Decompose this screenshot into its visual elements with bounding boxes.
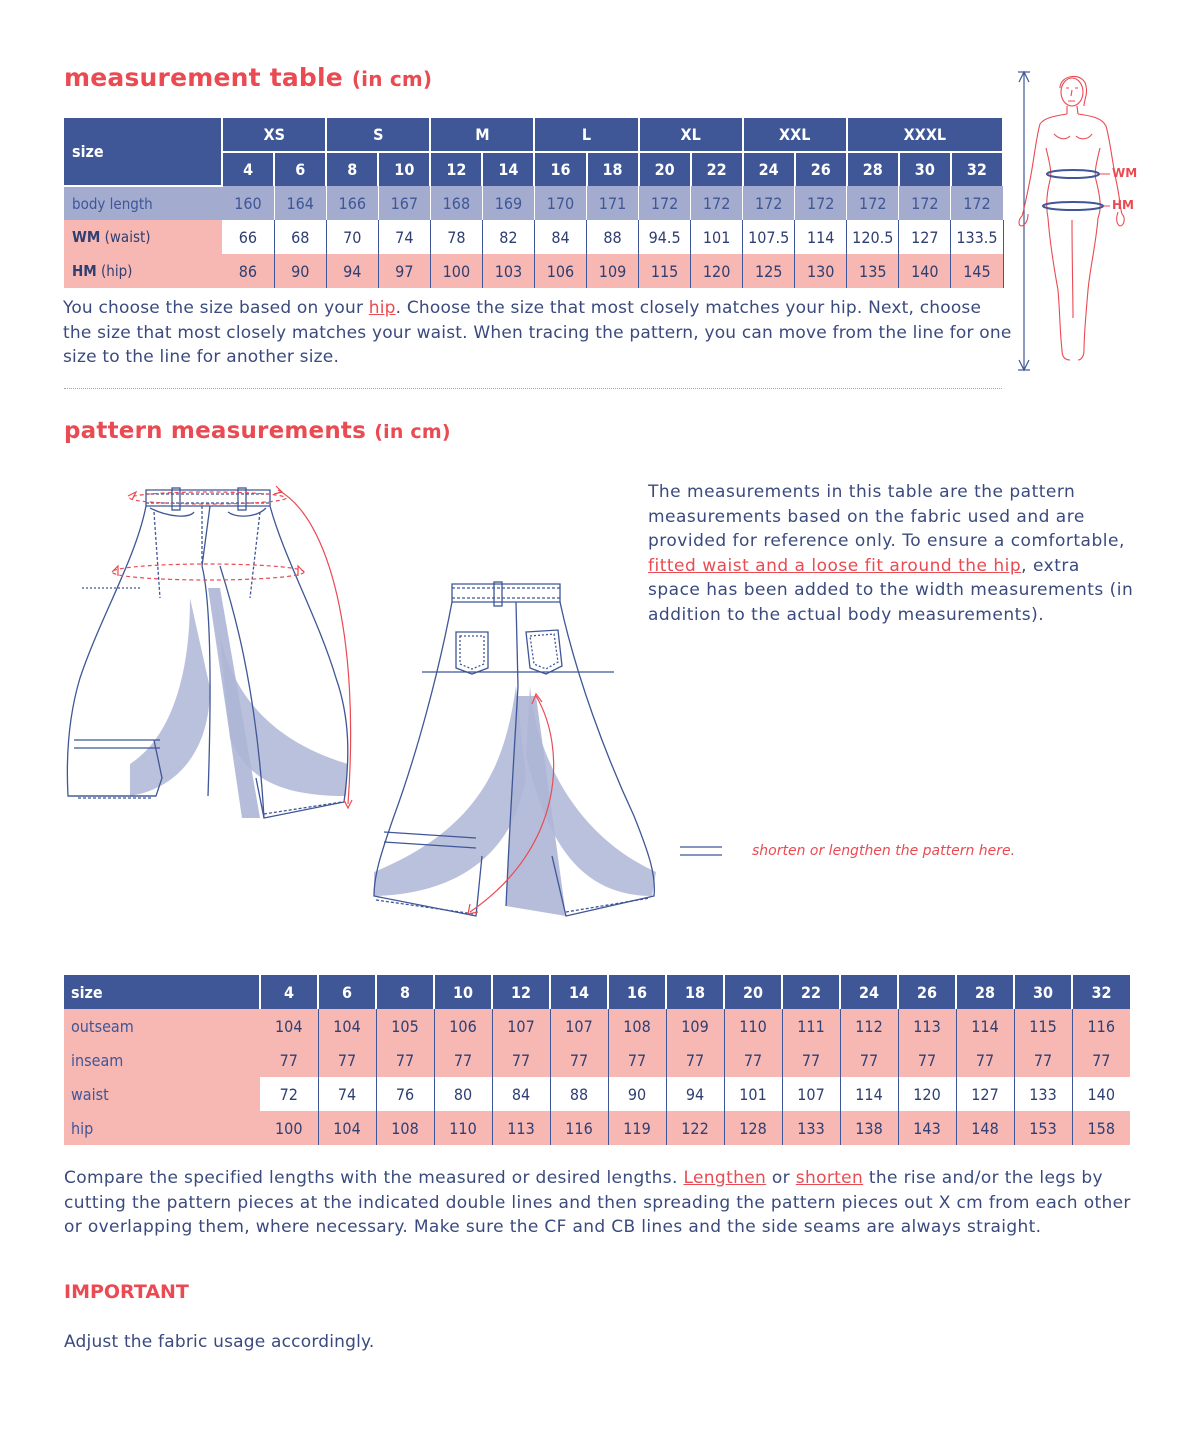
outseam-row [64, 1009, 1130, 1043]
pattern-cell: 120 [898, 1077, 956, 1111]
pattern-measurements-unit: (in cm) [374, 421, 451, 443]
size-number: 32 [1072, 975, 1130, 1009]
measurement-cell: 164 [274, 186, 326, 220]
measurement-cell: 97 [378, 254, 430, 288]
measurement-cell: 172 [743, 186, 795, 220]
size-number: 14 [482, 152, 534, 186]
pattern-cell: 148 [956, 1111, 1014, 1145]
row-label: hip [64, 1111, 260, 1145]
pattern-cell: 111 [782, 1009, 840, 1043]
measurement-cell: 168 [430, 186, 482, 220]
compare-note [64, 1166, 1144, 1240]
pattern-cell: 76 [376, 1077, 434, 1111]
size-number: 24 [743, 152, 795, 186]
pattern-cell: 107 [782, 1077, 840, 1111]
measurement-cell: 66 [222, 220, 274, 254]
pattern-cell: 88 [550, 1077, 608, 1111]
pattern-cell: 77 [1014, 1043, 1072, 1077]
pattern-cell: 153 [1014, 1111, 1072, 1145]
waist-row [64, 220, 1003, 254]
row-label: outseam [64, 1009, 260, 1043]
size-number: 30 [899, 152, 951, 186]
pattern-cell: 140 [1072, 1077, 1130, 1111]
pattern-cell: 109 [666, 1009, 724, 1043]
pattern-cell: 72 [260, 1077, 318, 1111]
lengthen-link: Lengthen [683, 1168, 767, 1188]
measurement-cell: 171 [587, 186, 639, 220]
size-number: 30 [1014, 975, 1072, 1009]
pattern-cell: 108 [376, 1111, 434, 1145]
size-number: 8 [376, 975, 434, 1009]
pattern-cell: 77 [492, 1043, 550, 1077]
size-number: 20 [639, 152, 691, 186]
pattern-measurements-title [64, 418, 451, 444]
pattern-note-part1: The measurements in this table are the pattern measurements based on the fabric used and are provided for reference only. To ensure a comfortable, [648, 482, 1125, 551]
size-number: 4 [222, 152, 274, 186]
hm-label: HM [1112, 198, 1134, 212]
size-note-part2: . Choose the size that most closely matches your hip. Next, choose the size that most closely matches your waist. When tracing the pattern, you can move from the line for one size to the line for another size. [63, 298, 1012, 367]
size-group: S [326, 118, 430, 152]
pattern-note-part2: , extra space has been added to the width measurements (in addition to the actual body measurements). [648, 555, 1134, 625]
pattern-cell: 77 [376, 1043, 434, 1077]
pattern-note [648, 480, 1138, 627]
pattern-cell: 101 [724, 1077, 782, 1111]
size-group: XXL [743, 118, 847, 152]
row-label [64, 254, 222, 288]
measurement-cell: 74 [378, 220, 430, 254]
pattern-cell: 77 [782, 1043, 840, 1077]
pattern-cell: 143 [898, 1111, 956, 1145]
measurement-cell: 114 [795, 220, 847, 254]
measurement-cell: 107.5 [743, 220, 795, 254]
size-group: XL [639, 118, 743, 152]
measurement-cell: 125 [743, 254, 795, 288]
compare-note-part3: the rise and/or the legs by cutting the pattern pieces at the indicated double lines and then spreading the pattern pieces out X cm from each other or overlapping them, where necessary. Make sure the CF and CB lines and the side seams are always straight. [64, 1168, 1131, 1237]
pattern-cell: 113 [492, 1111, 550, 1145]
pattern-cell: 77 [434, 1043, 492, 1077]
measurement-cell: 100 [430, 254, 482, 288]
size-number: 24 [840, 975, 898, 1009]
pattern-cell: 77 [260, 1043, 318, 1077]
measurement-cell: 103 [482, 254, 534, 288]
pattern-cell: 112 [840, 1009, 898, 1043]
size-number: 12 [430, 152, 482, 186]
pattern-cell: 119 [608, 1111, 666, 1145]
inseam-row [64, 1043, 1130, 1077]
measurement-cell: 170 [534, 186, 586, 220]
pattern-cell: 114 [840, 1077, 898, 1111]
measurement-cell: 94 [326, 254, 378, 288]
size-number: 16 [608, 975, 666, 1009]
measurement-cell: 127 [899, 220, 951, 254]
pattern-cell: 106 [434, 1009, 492, 1043]
row-label: waist [64, 1077, 260, 1111]
size-number: 28 [847, 152, 899, 186]
measurement-cell: 172 [639, 186, 691, 220]
measurement-table-title-text: measurement table [64, 63, 343, 92]
back-pants-illustration [366, 576, 666, 921]
pattern-cell: 107 [492, 1009, 550, 1043]
wm-label: WM [1112, 166, 1138, 180]
measurement-cell: 82 [482, 220, 534, 254]
measurement-cell: 78 [430, 220, 482, 254]
size-number: 20 [724, 975, 782, 1009]
pattern-note-highlight: fitted waist and a loose fit around the hip [648, 555, 1022, 576]
pattern-cell: 77 [840, 1043, 898, 1077]
measurement-cell: 120 [691, 254, 743, 288]
pattern-cell: 133 [782, 1111, 840, 1145]
measurement-cell: 120.5 [847, 220, 899, 254]
measurement-cell: 133.5 [951, 220, 1003, 254]
pattern-size-row [64, 975, 1130, 1009]
pattern-cell: 100 [260, 1111, 318, 1145]
measurement-table-unit: (in cm) [351, 67, 433, 91]
measurement-cell: 172 [691, 186, 743, 220]
important-heading: IMPORTANT [64, 1281, 189, 1303]
pattern-cell: 77 [724, 1043, 782, 1077]
pattern-cell: 105 [376, 1009, 434, 1043]
size-number: 18 [666, 975, 724, 1009]
size-number: 16 [534, 152, 586, 186]
pattern-cell: 77 [608, 1043, 666, 1077]
row-label-main: WM [72, 228, 101, 246]
measurement-cell: 169 [482, 186, 534, 220]
section-divider [64, 388, 1002, 389]
body-length-row [64, 186, 1003, 220]
pattern-cell: 122 [666, 1111, 724, 1145]
size-number: 14 [550, 975, 608, 1009]
pattern-cell: 90 [608, 1077, 666, 1111]
measurement-cell: 172 [795, 186, 847, 220]
shorten-link: shorten [795, 1168, 864, 1188]
row-label-sub: (waist) [104, 228, 151, 246]
size-note-highlight: hip [368, 298, 396, 318]
measurement-cell: 172 [951, 186, 1003, 220]
pattern-cell: 138 [840, 1111, 898, 1145]
measurement-cell: 86 [222, 254, 274, 288]
waist-row [64, 1077, 1130, 1111]
measurement-cell: 88 [587, 220, 639, 254]
size-number: 32 [951, 152, 1003, 186]
pattern-cell: 77 [1072, 1043, 1130, 1077]
measurement-cell: 140 [899, 254, 951, 288]
measurement-cell: 109 [587, 254, 639, 288]
pattern-table [64, 975, 1130, 1145]
size-group: XS [222, 118, 326, 152]
size-number: 18 [587, 152, 639, 186]
row-label-sub: (hip) [101, 262, 133, 280]
pattern-measurements-title-text: pattern measurements [64, 418, 367, 444]
size-note-part1: You choose the size based on your [63, 298, 369, 318]
size-header: size [64, 975, 260, 1009]
size-number: 22 [782, 975, 840, 1009]
size-note [63, 296, 1013, 370]
pattern-cell: 94 [666, 1077, 724, 1111]
pattern-cell: 113 [898, 1009, 956, 1043]
measurement-cell: 70 [326, 220, 378, 254]
pattern-cell: 104 [318, 1009, 376, 1043]
pattern-cell: 80 [434, 1077, 492, 1111]
pattern-cell: 77 [550, 1043, 608, 1077]
size-number: 26 [898, 975, 956, 1009]
pattern-cell: 158 [1072, 1111, 1130, 1145]
pattern-cell: 116 [550, 1111, 608, 1145]
size-number: 22 [691, 152, 743, 186]
size-number: 6 [274, 152, 326, 186]
pattern-cell: 77 [956, 1043, 1014, 1077]
measurement-cell: 167 [378, 186, 430, 220]
pattern-cell: 115 [1014, 1009, 1072, 1043]
double-line-symbol [680, 845, 724, 857]
front-pants-illustration [60, 478, 370, 828]
measurement-cell: 160 [222, 186, 274, 220]
pattern-cell: 114 [956, 1009, 1014, 1043]
pattern-cell: 127 [956, 1077, 1014, 1111]
compare-note-part1: Compare the specified lengths with the measured or desired lengths. [64, 1168, 684, 1188]
pattern-cell: 116 [1072, 1009, 1130, 1043]
measurement-table [64, 118, 1004, 288]
pattern-cell: 77 [318, 1043, 376, 1077]
legend-text: shorten or lengthen the pattern here. [752, 843, 1016, 859]
measurement-cell: 135 [847, 254, 899, 288]
measurement-cell: 90 [274, 254, 326, 288]
size-number: 4 [260, 975, 318, 1009]
size-number: 8 [326, 152, 378, 186]
pattern-cell: 104 [260, 1009, 318, 1043]
size-number: 26 [795, 152, 847, 186]
pattern-cell: 84 [492, 1077, 550, 1111]
size-number: 28 [956, 975, 1014, 1009]
body-figure [1010, 68, 1190, 378]
important-text: Adjust the fabric usage accordingly. [64, 1332, 375, 1352]
measurement-cell: 68 [274, 220, 326, 254]
measurement-cell: 84 [534, 220, 586, 254]
pattern-cell: 74 [318, 1077, 376, 1111]
measurement-cell: 101 [691, 220, 743, 254]
pattern-cell: 107 [550, 1009, 608, 1043]
size-group: L [534, 118, 638, 152]
pattern-cell: 110 [434, 1111, 492, 1145]
pattern-cell: 128 [724, 1111, 782, 1145]
size-number: 6 [318, 975, 376, 1009]
row-label-main: HM [72, 262, 97, 280]
measurement-cell: 145 [951, 254, 1003, 288]
pattern-cell: 77 [898, 1043, 956, 1077]
pattern-cell: 77 [666, 1043, 724, 1077]
measurement-cell: 172 [847, 186, 899, 220]
size-number: 10 [434, 975, 492, 1009]
measurement-cell: 115 [639, 254, 691, 288]
measurement-cell: 130 [795, 254, 847, 288]
measurement-cell: 166 [326, 186, 378, 220]
pattern-cell: 104 [318, 1111, 376, 1145]
measurement-cell: 106 [534, 254, 586, 288]
measurement-cell: 94.5 [639, 220, 691, 254]
measurement-cell: 172 [899, 186, 951, 220]
size-group: M [430, 118, 534, 152]
hip-row [64, 1111, 1130, 1145]
size-group-row [64, 118, 1003, 152]
size-group: XXXL [847, 118, 1003, 152]
row-label [64, 220, 222, 254]
row-label: inseam [64, 1043, 260, 1077]
hip-row [64, 254, 1003, 288]
pattern-cell: 110 [724, 1009, 782, 1043]
row-label: body length [64, 186, 222, 220]
compare-note-part2: or [766, 1168, 796, 1188]
measurement-table-title [64, 63, 432, 92]
size-header: size [64, 118, 222, 186]
size-number: 10 [378, 152, 430, 186]
pattern-cell: 133 [1014, 1077, 1072, 1111]
size-number: 12 [492, 975, 550, 1009]
pattern-cell: 108 [608, 1009, 666, 1043]
